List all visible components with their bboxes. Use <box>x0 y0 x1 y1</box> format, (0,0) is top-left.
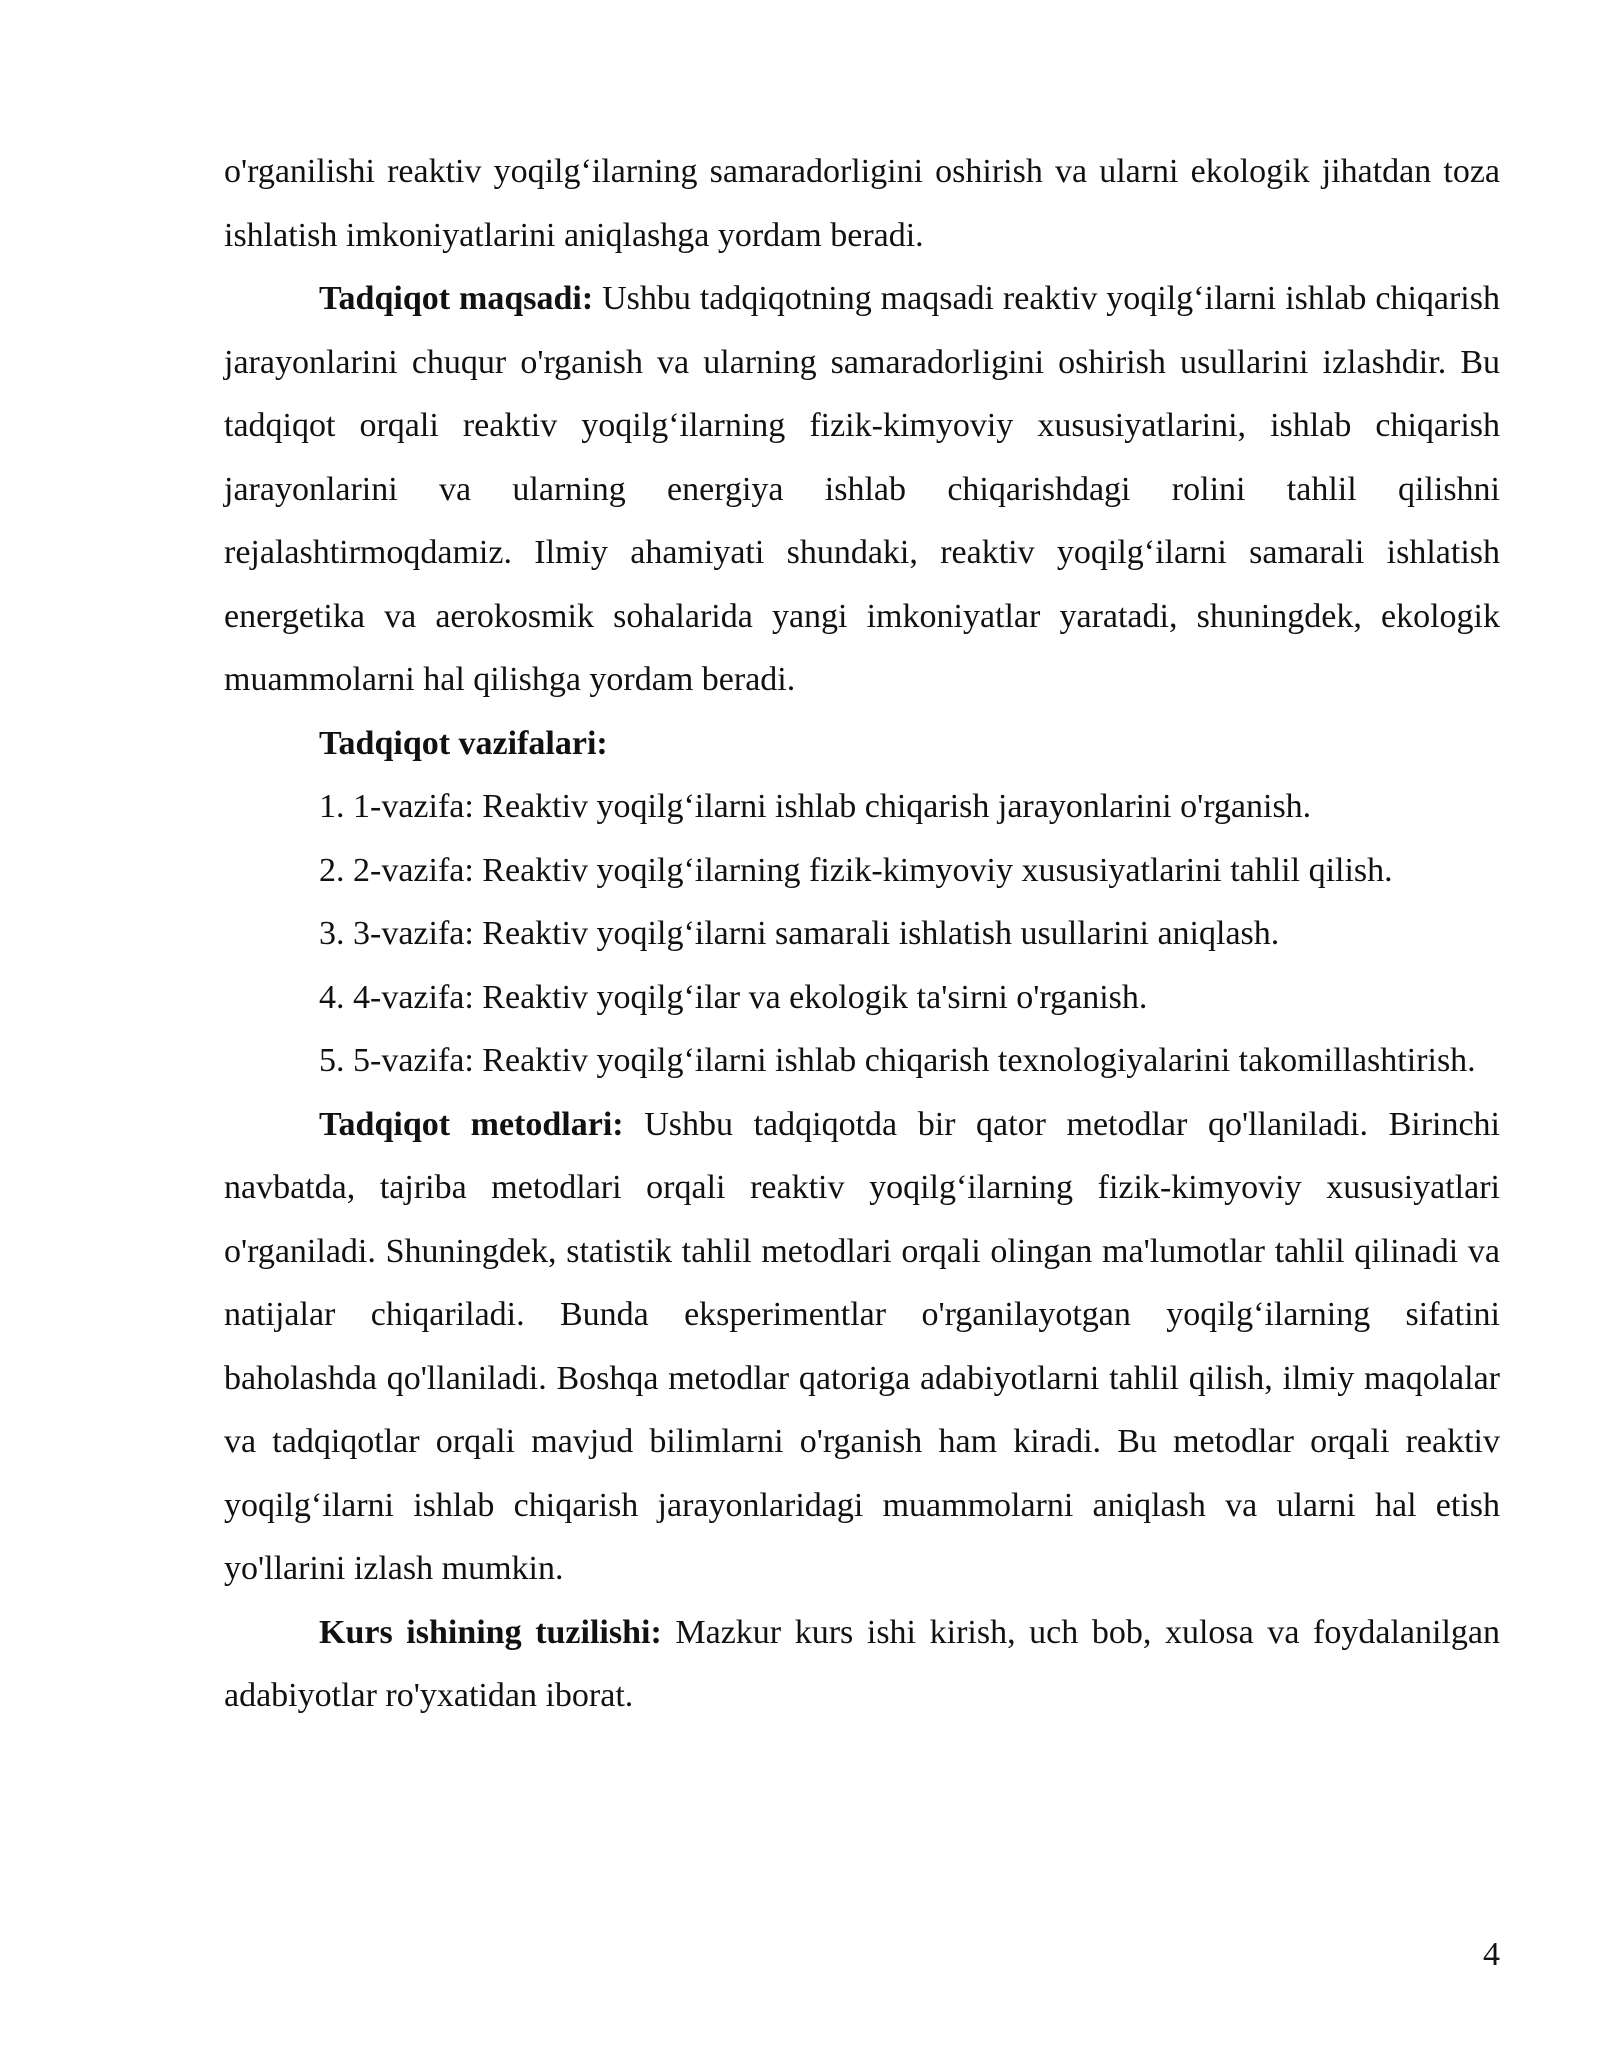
page-number: 4 <box>1483 1936 1500 1973</box>
purpose-paragraph <box>224 267 1500 712</box>
task-item-5: 5. 5-vazifa: Reaktiv yoqilg‘ilarni ishlab chiqarish texnologiyalarini takomillashtirish. <box>319 1042 1476 1079</box>
tasks-heading <box>224 712 1500 776</box>
page-body <box>224 140 1500 1728</box>
task-item-4: 4. 4-vazifa: Reaktiv yoqilg‘ilar va ekologik ta'sirni o'rganish. <box>319 978 1148 1016</box>
structure-paragraph <box>224 1601 1500 1728</box>
purpose-heading: Tadqiqot maqsadi: <box>319 280 594 317</box>
structure-text: Mazkur kurs ishi kirish, uch bob, xulosa va foydalanilgan adabiyotlar ro'yxatidan iborat. <box>224 1613 1500 1714</box>
methods-text: Ushbu tadqiqotda bir qator metodlar qo'llaniladi. Birinchi navbatda, tajriba metodlari orqali reaktiv yoqilg‘ilarning fizik-kimyoviy xususiyatlari o'rganiladi. Shuningdek, statistik tahlil metodlari orqali olingan ma'lumotlar tahlil qilinadi va natijalar chiqariladi. Bunda eksperimentlar o'rganilayotgan yoqilg‘ilarning sifatini baholashda qo'llaniladi. Boshqa metodlar qatoriga adabiyotlarni tahlil qilish, ilmiy maqolalar va tadqiqotlar orqali mavjud bilimlarni o'rganish ham kiradi. Bu metodlar orqali reaktiv yoqilg‘ilarni ishlab chiqarish jarayonlaridagi muammolarni aniqlash va ularni hal etish yo'llarini izlash mumkin. <box>224 1105 1500 1587</box>
methods-heading: Tadqiqot metodlari: <box>319 1105 624 1143</box>
task-item-2: 2. 2-vazifa: Reaktiv yoqilg‘ilarning fizik-kimyoviy xususiyatlarini tahlil qilish. <box>319 851 1393 889</box>
purpose-text: Ushbu tadqiqotning maqsadi reaktiv yoqilg‘ilarni ishlab chiqarish jarayonlarini chuqur o'rganish va ularning samaradorligini oshirish usullarini izlashdir. Bu tadqiqot orqali reaktiv yoqilg‘ilarning fizik-kimyoviy xususiyatlarini, ishlab chiqarish jarayonlarini va ularning energiya ishlab chiqarishdagi rolini tahlil qilishni rejalashtirmoqdamiz. Ilmiy ahamiyati shundaki, reaktiv yoqilg‘ilarni samarali ishlatish energetika va aerokosmik sohalarida yangi imkoniyatlar yaratadi, shuningdek, ekologik muammolarni hal qilishga yordam beradi. <box>224 280 1500 698</box>
methods-paragraph <box>224 1093 1500 1601</box>
structure-heading: Kurs ishining tuzilishi: <box>319 1613 662 1651</box>
intro-continuation-paragraph: o'rganilishi reaktiv yoqilg‘ilarning samaradorligini oshirish va ularni ekologik jihatdan toza ishlatish imkoniyatlarini aniqlashga yordam beradi. <box>224 153 1500 254</box>
task-item-3: 3. 3-vazifa: Reaktiv yoqilg‘ilarni samarali ishlatish usullarini aniqlash. <box>319 915 1280 952</box>
task-item-1: 1. 1-vazifa: Reaktiv yoqilg‘ilarni ishlab chiqarish jarayonlarini o'rganish. <box>319 788 1312 825</box>
tasks-heading-text: Tadqiqot vazifalari: <box>319 724 608 762</box>
